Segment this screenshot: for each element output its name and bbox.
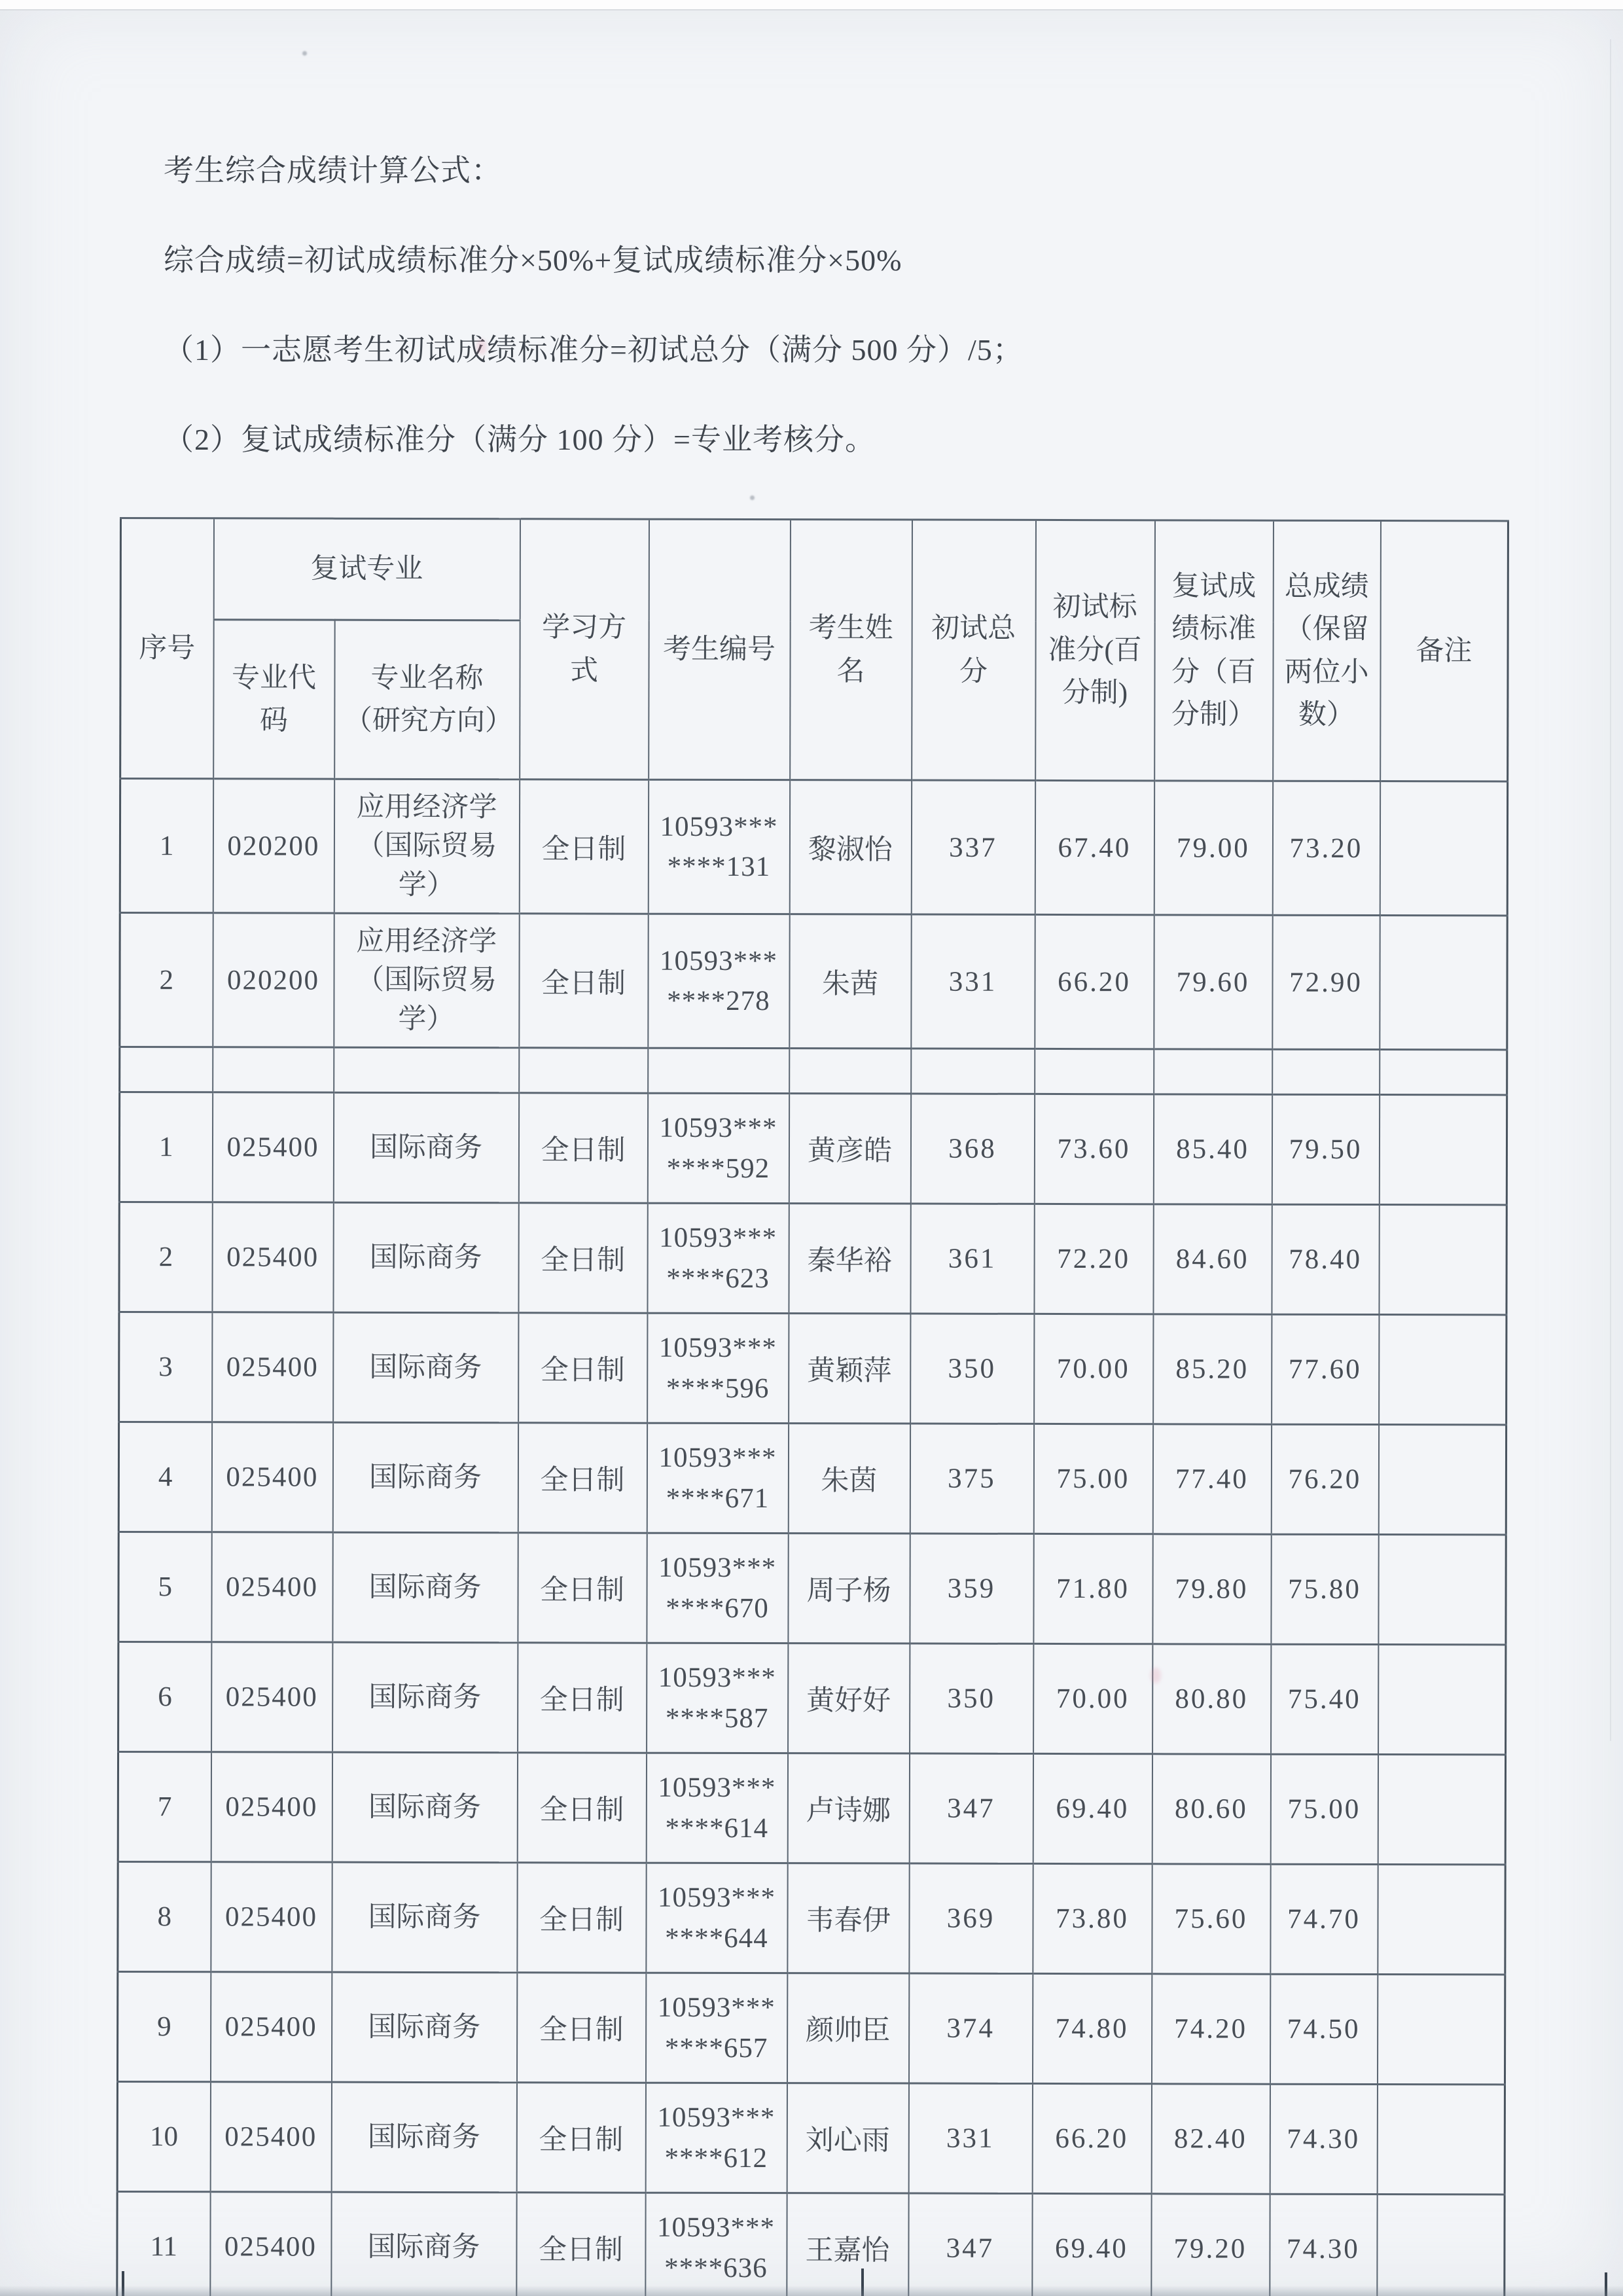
cell-seq: 1 — [120, 779, 213, 913]
cell-retest-std: 79.80 — [1152, 1534, 1271, 1644]
cell-candidate-id — [648, 780, 789, 914]
cell-prelim-std: 70.00 — [1033, 1643, 1152, 1753]
cell-candidate-id — [645, 2193, 787, 2296]
cell-retest-std: 85.40 — [1153, 1094, 1272, 1204]
cell-note — [1380, 781, 1507, 916]
cell-major-name: 国际商务 — [332, 1642, 518, 1753]
cell-final-score: 73.20 — [1272, 781, 1380, 915]
cell-final-score: 77.60 — [1272, 1314, 1379, 1424]
cell-final-score: 75.80 — [1271, 1534, 1378, 1644]
cell-major-name — [334, 1047, 519, 1093]
cell-major-code: 025400 — [210, 2082, 331, 2192]
table-row — [118, 1532, 1506, 1644]
table-row — [120, 1047, 1507, 1095]
cell-candidate-id — [648, 914, 789, 1048]
cell-seq: 5 — [118, 1532, 211, 1641]
cell-note — [1380, 916, 1507, 1050]
cell-study-mode: 全日制 — [517, 1863, 646, 1973]
cell-retest-std: 79.20 — [1151, 2194, 1270, 2296]
cell-seq: 10 — [117, 2081, 210, 2191]
cell-final-score: 74.30 — [1270, 2194, 1377, 2296]
cell-candidate-name: 黄颖萍 — [789, 1314, 910, 1424]
scan-top-edge — [0, 0, 1623, 10]
cell-retest-std: 79.60 — [1154, 915, 1272, 1049]
header-note: 备注 — [1380, 521, 1508, 781]
cell-major-name: 国际商务 — [333, 1312, 518, 1423]
cell-major-name: 应用经济学（国际贸易学） — [334, 779, 519, 914]
candidate-id-line2: ****596 — [666, 1372, 770, 1404]
cell-candidate-name: 周子杨 — [788, 1534, 910, 1643]
cell-retest-std: 77.40 — [1152, 1424, 1271, 1534]
cell-study-mode: 全日制 — [518, 1643, 647, 1753]
cell-candidate-name: 颜帅臣 — [787, 1973, 908, 2083]
cell-prelim-total: 359 — [910, 1534, 1033, 1643]
cell-seq: 8 — [118, 1861, 211, 1971]
table-row — [119, 1312, 1507, 1425]
cell-major-name: 国际商务 — [332, 1752, 517, 1863]
cell-major-code: 025400 — [211, 1752, 332, 1862]
cell-major-code: 025400 — [210, 1972, 331, 2082]
cell-prelim-total — [911, 1049, 1035, 1094]
cell-candidate-name — [789, 1049, 911, 1094]
cell-prelim-total: 350 — [910, 1643, 1033, 1753]
candidate-id-line2: ****614 — [665, 1812, 769, 1844]
cell-candidate-name: 秦华裕 — [789, 1204, 910, 1314]
candidate-id-line2: ****131 — [667, 851, 771, 883]
header-retest-std: 复试成绩标准分（百分制） — [1154, 520, 1274, 781]
cell-prelim-std: 71.80 — [1033, 1534, 1152, 1643]
cell-note — [1377, 2195, 1505, 2296]
cell-prelim-total: 375 — [910, 1424, 1033, 1534]
cell-major-code: 025400 — [212, 1202, 333, 1312]
scores-table-wrapper — [116, 517, 1509, 2296]
cell-prelim-total: 369 — [909, 1863, 1033, 1973]
cell-major-code: 025400 — [211, 1532, 332, 1642]
cell-prelim-std: 72.20 — [1034, 1204, 1153, 1314]
cell-prelim-total: 347 — [908, 2193, 1032, 2296]
cell-prelim-std: 66.20 — [1032, 2083, 1151, 2193]
cell-prelim-std: 75.00 — [1033, 1424, 1152, 1534]
cell-study-mode: 全日制 — [518, 1533, 647, 1643]
cell-seq: 11 — [117, 2191, 210, 2296]
cell-seq: 2 — [119, 1202, 212, 1312]
cell-note — [1378, 1535, 1506, 1645]
candidate-id-line2: ****612 — [664, 2142, 768, 2174]
cell-study-mode — [519, 1048, 648, 1093]
header-retest-major-group: 复试专业 — [213, 518, 520, 620]
intro-paragraph — [164, 154, 1024, 456]
cell-major-name: 应用经济学（国际贸易学） — [334, 913, 519, 1048]
cell-candidate-name: 黄好好 — [788, 1643, 910, 1753]
cell-major-name: 国际商务 — [332, 1862, 517, 1973]
header-study-mode: 学习方式 — [520, 519, 649, 780]
cell-candidate-name: 卢诗娜 — [787, 1753, 909, 1863]
candidate-id-line1: 10593*** — [658, 1882, 776, 1914]
cell-retest-std — [1154, 1049, 1272, 1094]
header-final-score: 总成绩（保留两位小数） — [1273, 520, 1381, 781]
cell-retest-std: 82.40 — [1151, 2084, 1270, 2194]
cell-major-name: 国际商务 — [332, 1422, 518, 1533]
cell-candidate-name: 王嘉怡 — [787, 2193, 908, 2296]
cell-major-code: 025400 — [211, 1422, 332, 1532]
cell-prelim-std: 74.80 — [1032, 1973, 1151, 2083]
cell-note — [1379, 1095, 1507, 1205]
cell-candidate-id — [647, 1423, 788, 1533]
header-prelim-total: 初试总分 — [912, 520, 1036, 780]
header-seq: 序号 — [120, 518, 214, 779]
cell-candidate-name: 韦春伊 — [787, 1863, 909, 1973]
cell-note — [1377, 2085, 1505, 2195]
header-row-top — [120, 518, 1508, 622]
cell-candidate-id — [646, 1863, 787, 1973]
cell-major-code: 025400 — [210, 2192, 331, 2296]
candidate-id-line1: 10593*** — [658, 1443, 777, 1474]
cell-prelim-total: 331 — [911, 914, 1035, 1049]
candidate-id-line2: ****671 — [666, 1482, 770, 1514]
table-row — [117, 2191, 1505, 2296]
table-row — [118, 1751, 1505, 1864]
scan-artifact — [750, 495, 755, 500]
cell-candidate-name: 刘心雨 — [787, 2083, 908, 2193]
cell-study-mode: 全日制 — [518, 1423, 647, 1533]
cell-study-mode: 全日制 — [516, 2083, 645, 2193]
cell-final-score — [1272, 1049, 1380, 1094]
scan-bottom-edge — [0, 2286, 1623, 2296]
cell-note — [1379, 1315, 1507, 1425]
cell-candidate-id — [645, 1973, 787, 2083]
cell-candidate-name: 朱茜 — [789, 914, 911, 1049]
cell-candidate-id — [648, 1048, 789, 1093]
cell-candidate-name: 黄彦皓 — [789, 1094, 910, 1204]
cell-study-mode: 全日制 — [518, 1313, 647, 1423]
cell-final-score: 75.40 — [1271, 1644, 1378, 1754]
cell-major-code: 025400 — [211, 1862, 332, 1972]
cell-study-mode: 全日制 — [518, 1203, 647, 1313]
table-row — [120, 779, 1507, 916]
cell-seq: 1 — [119, 1092, 212, 1202]
cell-note — [1378, 1755, 1505, 1865]
cell-final-score: 75.00 — [1270, 1754, 1378, 1864]
table-body — [117, 779, 1508, 2296]
cell-prelim-std: 73.60 — [1034, 1094, 1153, 1204]
cell-major-code: 025400 — [211, 1642, 332, 1752]
cell-study-mode: 全日制 — [516, 1973, 645, 2083]
candidate-id-line1: 10593*** — [660, 945, 778, 977]
header-major-name: 专业名称（研究方向） — [334, 620, 520, 780]
cell-study-mode: 全日制 — [518, 1093, 647, 1203]
candidate-id-line1: 10593*** — [659, 1113, 777, 1144]
cell-seq: 3 — [119, 1312, 212, 1422]
cell-final-score: 72.90 — [1272, 915, 1380, 1049]
cell-retest-std: 80.60 — [1152, 1754, 1270, 1864]
cell-final-score: 76.20 — [1271, 1424, 1378, 1534]
cell-final-score: 79.50 — [1272, 1094, 1379, 1204]
cell-major-name: 国际商务 — [331, 2082, 516, 2193]
cell-major-code: 025400 — [212, 1312, 333, 1422]
candidate-id-line2: ****657 — [664, 2032, 768, 2064]
cell-candidate-id — [647, 1643, 788, 1753]
scan-right-edge-artifact — [1610, 39, 1611, 1741]
candidate-id-line2: ****670 — [666, 1592, 769, 1624]
header-major-code: 专业代码 — [213, 620, 335, 779]
cell-study-mode: 全日制 — [517, 1753, 646, 1863]
cell-major-code: 020200 — [213, 779, 334, 913]
candidate-id-line2: ****636 — [664, 2252, 768, 2284]
candidate-id-line1: 10593*** — [658, 1772, 776, 1804]
cell-major-code: 025400 — [212, 1092, 333, 1202]
cell-prelim-std: 67.40 — [1035, 780, 1154, 914]
cell-prelim-total: 331 — [908, 2083, 1032, 2193]
cell-candidate-id — [647, 1533, 788, 1643]
candidate-id-line2: ****644 — [665, 1922, 768, 1954]
cell-final-score: 74.70 — [1270, 1864, 1378, 1974]
cell-final-score: 78.40 — [1272, 1204, 1379, 1314]
cell-seq: 4 — [118, 1422, 211, 1532]
cell-candidate-id — [647, 1313, 789, 1423]
scan-artifact — [1150, 1668, 1161, 1683]
cell-retest-std: 79.00 — [1154, 781, 1272, 915]
cell-prelim-std: 69.40 — [1032, 2193, 1151, 2296]
cell-retest-std: 74.20 — [1151, 1974, 1270, 2084]
cell-final-score: 74.30 — [1270, 2084, 1377, 2194]
candidate-id-line2: ****623 — [666, 1263, 770, 1294]
cell-seq: 6 — [118, 1641, 211, 1751]
table-header — [120, 518, 1508, 781]
cell-study-mode: 全日制 — [519, 780, 648, 914]
candidate-id-line1: 10593*** — [657, 2102, 776, 2134]
cell-candidate-id — [647, 1203, 789, 1313]
cell-study-mode: 全日制 — [519, 914, 648, 1048]
cell-note — [1378, 1425, 1506, 1535]
cell-seq: 2 — [120, 913, 213, 1047]
table-row — [118, 1422, 1506, 1535]
cell-candidate-name: 朱茵 — [788, 1424, 910, 1534]
table-row — [117, 1971, 1505, 2084]
cell-candidate-id — [645, 2083, 787, 2193]
cell-prelim-std: 70.00 — [1034, 1314, 1153, 1424]
cell-major-code — [213, 1047, 334, 1092]
candidate-id-line1: 10593*** — [657, 1992, 776, 2024]
cell-prelim-std — [1035, 1049, 1154, 1094]
cell-prelim-total: 350 — [910, 1314, 1034, 1424]
cell-final-score: 74.50 — [1270, 1974, 1377, 2084]
intro-line-formula: 综合成绩=初试成绩标准分×50%+复试成绩标准分×50% — [164, 243, 902, 277]
cell-retest-std: 85.20 — [1153, 1314, 1272, 1424]
cell-prelim-total: 361 — [910, 1204, 1034, 1314]
candidate-id-line1: 10593*** — [656, 2212, 776, 2244]
cell-major-name: 国际商务 — [331, 1972, 516, 2083]
cell-retest-std: 84.60 — [1153, 1204, 1272, 1314]
table-row — [118, 1861, 1505, 1974]
cell-major-name: 国际商务 — [332, 1532, 518, 1643]
candidate-id-line2: ****587 — [665, 1702, 769, 1734]
scan-artifact — [476, 339, 487, 355]
candidate-id-line1: 10593*** — [658, 1333, 777, 1364]
table-row — [118, 1641, 1506, 1754]
cell-prelim-total: 337 — [911, 780, 1035, 914]
cell-retest-std: 75.60 — [1152, 1864, 1270, 1974]
cell-note — [1378, 1645, 1506, 1755]
scan-artifact — [302, 51, 307, 56]
cell-candidate-id — [646, 1753, 787, 1863]
cell-seq: 9 — [117, 1971, 210, 2081]
cell-study-mode: 全日制 — [516, 2193, 645, 2296]
candidate-id-line1: 10593*** — [660, 811, 778, 843]
cell-seq: 7 — [118, 1751, 211, 1861]
table-row — [117, 2081, 1505, 2194]
cell-seq — [120, 1047, 213, 1092]
candidate-id-line2: ****278 — [667, 985, 770, 1017]
cell-note — [1377, 1975, 1505, 2085]
cell-candidate-id — [647, 1093, 789, 1203]
cell-note — [1379, 1205, 1507, 1315]
cell-prelim-std: 69.40 — [1033, 1753, 1152, 1863]
header-candidate-id: 考生编号 — [649, 519, 791, 780]
table-row — [119, 1092, 1507, 1205]
header-candidate-name: 考生姓名 — [790, 520, 912, 780]
cell-candidate-name: 黎淑怡 — [789, 780, 911, 914]
cell-major-name: 国际商务 — [333, 1202, 518, 1313]
candidate-id-line1: 10593*** — [658, 1662, 776, 1694]
cell-prelim-total: 347 — [909, 1753, 1033, 1863]
cell-major-name: 国际商务 — [331, 2192, 516, 2296]
table-row — [120, 913, 1507, 1050]
cell-prelim-total: 374 — [908, 1973, 1032, 2083]
cell-retest-std: 80.80 — [1152, 1644, 1271, 1754]
table-row — [119, 1202, 1507, 1315]
intro-line-formula-title: 考生综合成绩计算公式： — [164, 154, 502, 187]
cell-prelim-std: 66.20 — [1035, 914, 1154, 1049]
candidate-id-line2: ****592 — [666, 1153, 770, 1184]
header-prelim-std: 初试标准分(百分制) — [1035, 520, 1155, 780]
candidate-id-line1: 10593*** — [659, 1223, 777, 1254]
cell-note — [1380, 1050, 1507, 1095]
cell-prelim-total: 368 — [910, 1094, 1034, 1204]
scores-table — [116, 517, 1509, 2296]
intro-line-rule-2: （2）复试成绩标准分（满分 100 分）=专业考核分。 — [164, 423, 876, 456]
candidate-id-line1: 10593*** — [658, 1552, 777, 1584]
cell-prelim-std: 73.80 — [1033, 1863, 1152, 1973]
intro-line-rule-1: （1）一志愿考生初试成绩标准分=初试总分（满分 500 分）/5； — [164, 333, 1024, 367]
cell-major-code: 020200 — [213, 913, 334, 1047]
cell-note — [1378, 1865, 1505, 1975]
cell-major-name: 国际商务 — [333, 1092, 518, 1203]
